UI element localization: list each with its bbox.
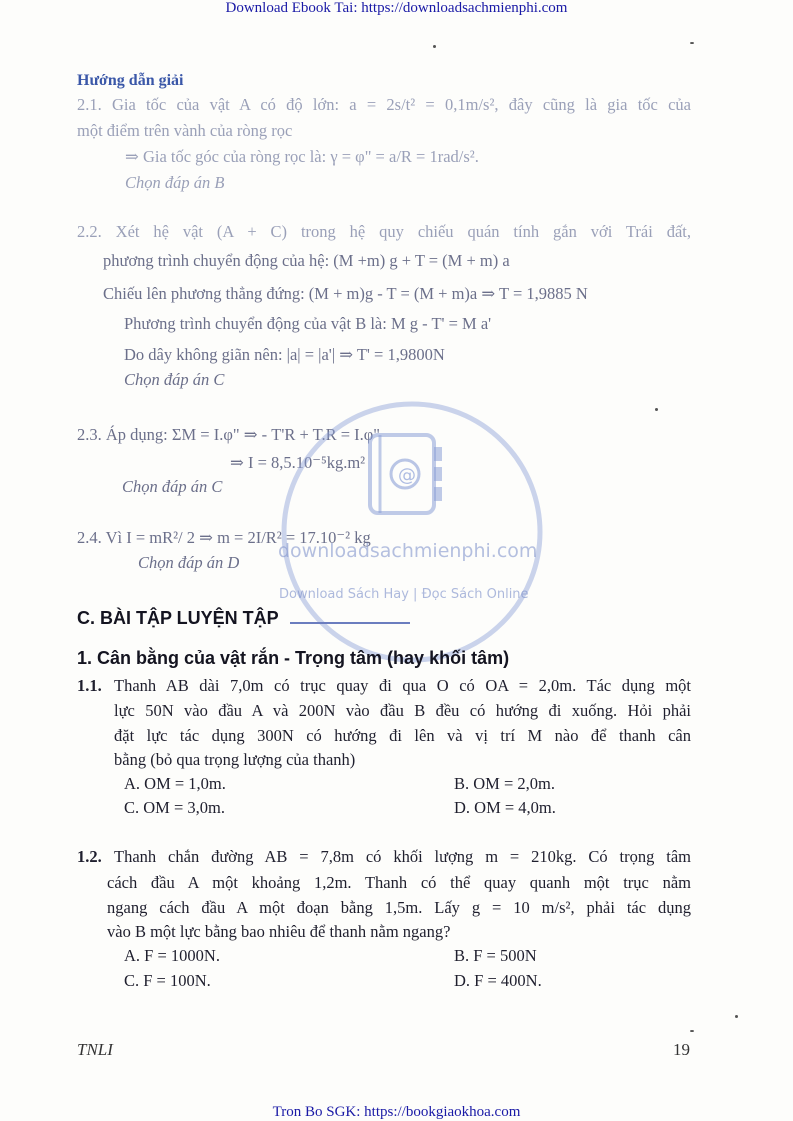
q12-line2: cách đầu A một khoảng 1,2m. Thanh có thể quay quanh một trục nằm [107, 873, 691, 892]
s22-line2: phương trình chuyển động của hệ: (M +m) g + T = (M + m) a [103, 251, 510, 270]
q11-line3: đặt lực tác dụng 300N có hướng đi lên và vị trí M nào để thanh cân [114, 726, 691, 745]
q12-option-a: A. F = 1000N. [124, 946, 220, 965]
svg-text:@: @ [398, 465, 416, 486]
q12-line1: Thanh chắn đường AB = 7,8m có khối lượng m = 210kg. Có trọng tâm [114, 847, 691, 866]
speck [655, 408, 658, 411]
q12-line4: vào B một lực bằng bao nhiêu để thanh nằm ngang? [107, 922, 451, 941]
s24-answer: Chọn đáp án D [138, 553, 240, 572]
footer-book-code: TNLI [77, 1040, 113, 1059]
s21-answer: Chọn đáp án B [125, 173, 225, 192]
s23-answer: Chọn đáp án C [122, 477, 223, 496]
title-underline [290, 622, 410, 624]
q11-line1: Thanh AB dài 7,0m có trục quay đi qua O có OA = 2,0m. Tác dụng một [114, 676, 691, 695]
q12-number: 1.2. [77, 847, 102, 866]
footer-sgk-link[interactable]: Tron Bo SGK: https://bookgiaokhoa.com [272, 1104, 521, 1120]
q11-number: 1.1. [77, 676, 102, 695]
speck [735, 1015, 738, 1018]
speck [690, 1030, 694, 1032]
watermark-tagline: Download Sách Hay | Đọc Sách Online [279, 587, 529, 602]
q11-option-c: C. OM = 3,0m. [124, 798, 225, 817]
s24-line1: 2.4. Vì I = mR²/ 2 ⇒ m = 2I/R² = 17.10⁻² kg [77, 528, 371, 547]
s22-line1: 2.2. Xét hệ vật (A + C) trong hệ quy chiếu quán tính gắn với Trái đất, [77, 222, 691, 241]
speck [690, 42, 694, 44]
q12-line3: ngang cách đầu A một đoạn bằng 1,5m. Lấy g = 10 m/s², phải tác dụng [107, 898, 691, 917]
section-c-title: C. BÀI TẬP LUYỆN TẬP [77, 608, 279, 628]
s22-line5: Do dây không giãn nên: |a| = |a'| ⇒ T' = 1,9800N [124, 345, 445, 364]
subsection-title: 1. Cân bằng của vật rắn - Trọng tâm (hay khối tâm) [77, 648, 510, 668]
s21-line3: ⇒ Gia tốc góc của ròng rọc là: γ = φ" = a/R = 1rad/s². [125, 147, 479, 166]
s21-line2: một điểm trên vành của ròng rọc [77, 121, 293, 140]
s22-line3: Chiếu lên phương thẳng đứng: (M + m)g - T = (M + m)a ⇒ T = 1,9885 N [103, 284, 588, 303]
q12-option-d: D. F = 400N. [454, 971, 542, 990]
q11-line2: lực 50N vào đầu A và 200N vào đầu B đều có hướng đi xuống. Hỏi phải [114, 701, 691, 720]
s23-line2: ⇒ I = 8,5.10⁻⁵kg.m² [230, 453, 366, 472]
q12-option-c: C. F = 100N. [124, 971, 211, 990]
watermark-site: downloadsachmienphi.com [278, 540, 538, 562]
s22-line4: Phương trình chuyển động của vật B là: M g - T' = M a' [124, 314, 492, 333]
q11-option-d: D. OM = 4,0m. [454, 798, 556, 817]
page-number: 19 [673, 1040, 690, 1059]
q11-option-b: B. OM = 2,0m. [454, 774, 555, 793]
s21-line1: 2.1. Gia tốc của vật A có độ lớn: a = 2s/t² = 0,1m/s², đây cũng là gia tốc của [77, 95, 691, 114]
header-download-link[interactable]: Download Ebook Tai: https://downloadsachmienphi.com [225, 0, 568, 16]
speck [433, 45, 436, 48]
q11-line4: bằng (bỏ qua trọng lượng của thanh) [114, 750, 356, 769]
guide-title: Hướng dẫn giải [77, 72, 184, 89]
s22-answer: Chọn đáp án C [124, 370, 225, 389]
s23-line1: 2.3. Áp dụng: ΣM = I.φ" ⇒ - T'R + T.R = I.φ" [77, 425, 381, 444]
q11-option-a: A. OM = 1,0m. [124, 774, 226, 793]
q12-option-b: B. F = 500N [454, 946, 537, 965]
